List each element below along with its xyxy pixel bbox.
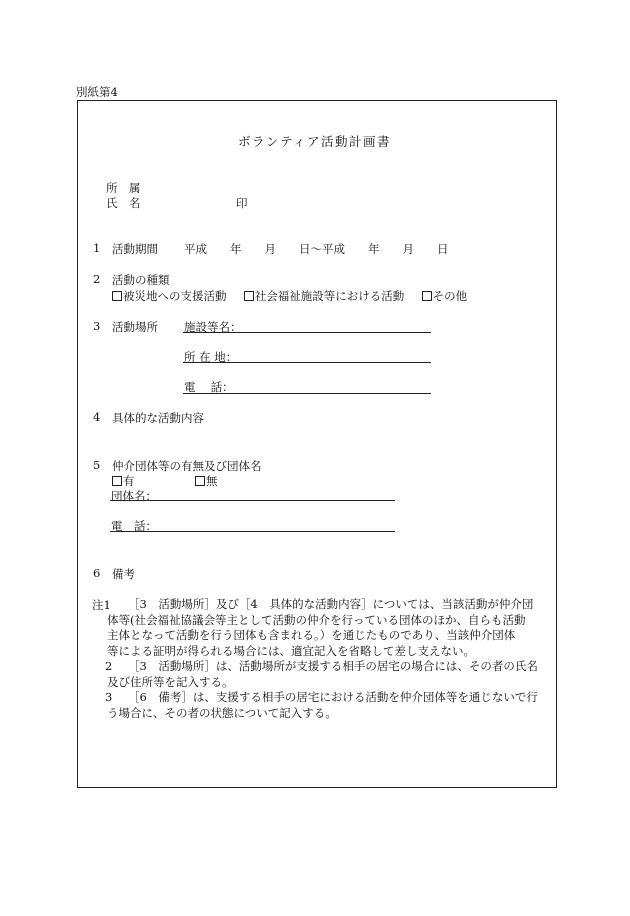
activity-type-options <box>112 288 467 304</box>
form-title: ボランティア活動計画書 <box>238 134 392 149</box>
note-line: ［3 活動場所］は、活動場所が支援する相手の居宅の場合には、その者の氏名 <box>128 659 538 673</box>
facility-name-label: 施設等名： <box>184 320 242 334</box>
section5-number: 5 <box>93 458 101 472</box>
intermediary-no[interactable] <box>195 473 218 489</box>
organization-phone-label: 電 話： <box>111 519 157 533</box>
checkbox[interactable] <box>195 476 205 486</box>
checkbox[interactable] <box>112 476 122 486</box>
organization-name-field[interactable] <box>110 500 395 501</box>
address-field[interactable] <box>183 362 431 363</box>
note-1-marker: 注1 <box>92 598 111 612</box>
section3-label: 活動場所 <box>112 320 158 334</box>
note-line: ［6 備考］は、支援する相手の居宅における活動を仲介団体等を通じないで行 <box>128 690 538 704</box>
section6-number: 6 <box>93 566 101 580</box>
option-label: その他 <box>432 289 468 303</box>
section5-label: 仲介団体等の有無及び団体名 <box>112 459 262 473</box>
no-label: 無 <box>206 474 218 488</box>
activity-period: 平成 年 月 日～平成 年 月 日 <box>184 242 449 256</box>
note-line: 等による証明が得られる場合には、適宜記入を省略して差し支えない。 <box>107 643 475 658</box>
note-2-text <box>128 659 553 675</box>
option-disaster-support[interactable] <box>112 289 227 303</box>
checkbox[interactable] <box>112 291 122 301</box>
note-2-continuation <box>107 675 552 691</box>
organization-name-label: 団体名： <box>111 489 157 503</box>
checkbox[interactable] <box>422 291 432 301</box>
note-line: 及び住所等を記入する。 <box>107 674 234 689</box>
facility-name-field[interactable] <box>183 332 431 333</box>
option-label: 社会福祉施設等における活動 <box>254 289 405 303</box>
note-1-text <box>107 597 552 613</box>
intermediary-yes[interactable] <box>112 473 135 489</box>
option-welfare-facility[interactable] <box>244 289 405 303</box>
note-3-marker: 3 <box>105 690 113 704</box>
section1-number: 1 <box>93 241 101 255</box>
section2-number: 2 <box>93 272 101 286</box>
phone-label: 電 話： <box>184 380 234 394</box>
section4-label: 具体的な活動内容 <box>112 411 204 425</box>
section1-label: 活動期間 <box>112 242 158 256</box>
phone-field[interactable] <box>183 393 431 394</box>
note-3-continuation <box>107 706 552 722</box>
note-line: 体等(社会福祉協議会等主として活動の仲介を行っている団体のほか、自らも活動 <box>107 612 526 627</box>
address-label: 所 在 地： <box>184 350 238 364</box>
section2-label: 活動の種類 <box>112 273 170 287</box>
note-3-text <box>128 690 553 706</box>
yes-label: 有 <box>123 474 135 488</box>
name-label: 氏 名 <box>106 196 141 210</box>
note-line: 主体となって活動を行う団体も含まれる。）を通じたものであり、当該仲介団体 <box>107 628 516 642</box>
attachment-label: 別紙第4 <box>76 85 118 99</box>
seal-label: 印 <box>236 196 248 210</box>
note-1-continuation <box>107 613 552 660</box>
note-line: う場合に、その者の状態について記入する。 <box>107 705 337 720</box>
checkbox[interactable] <box>244 291 254 301</box>
option-other[interactable] <box>422 289 468 303</box>
option-label: 被災地への支援活動 <box>123 289 227 303</box>
section6-label: 備考 <box>112 567 135 581</box>
note-line: ［3 活動場所］及び［4 具体的な活動内容］については、当該活動が仲介団 <box>128 597 534 611</box>
note-2-marker: 2 <box>105 659 113 673</box>
section3-number: 3 <box>93 319 101 333</box>
organization-phone-field[interactable] <box>110 531 395 532</box>
affiliation-label: 所 属 <box>106 181 141 195</box>
section4-number: 4 <box>93 410 101 424</box>
